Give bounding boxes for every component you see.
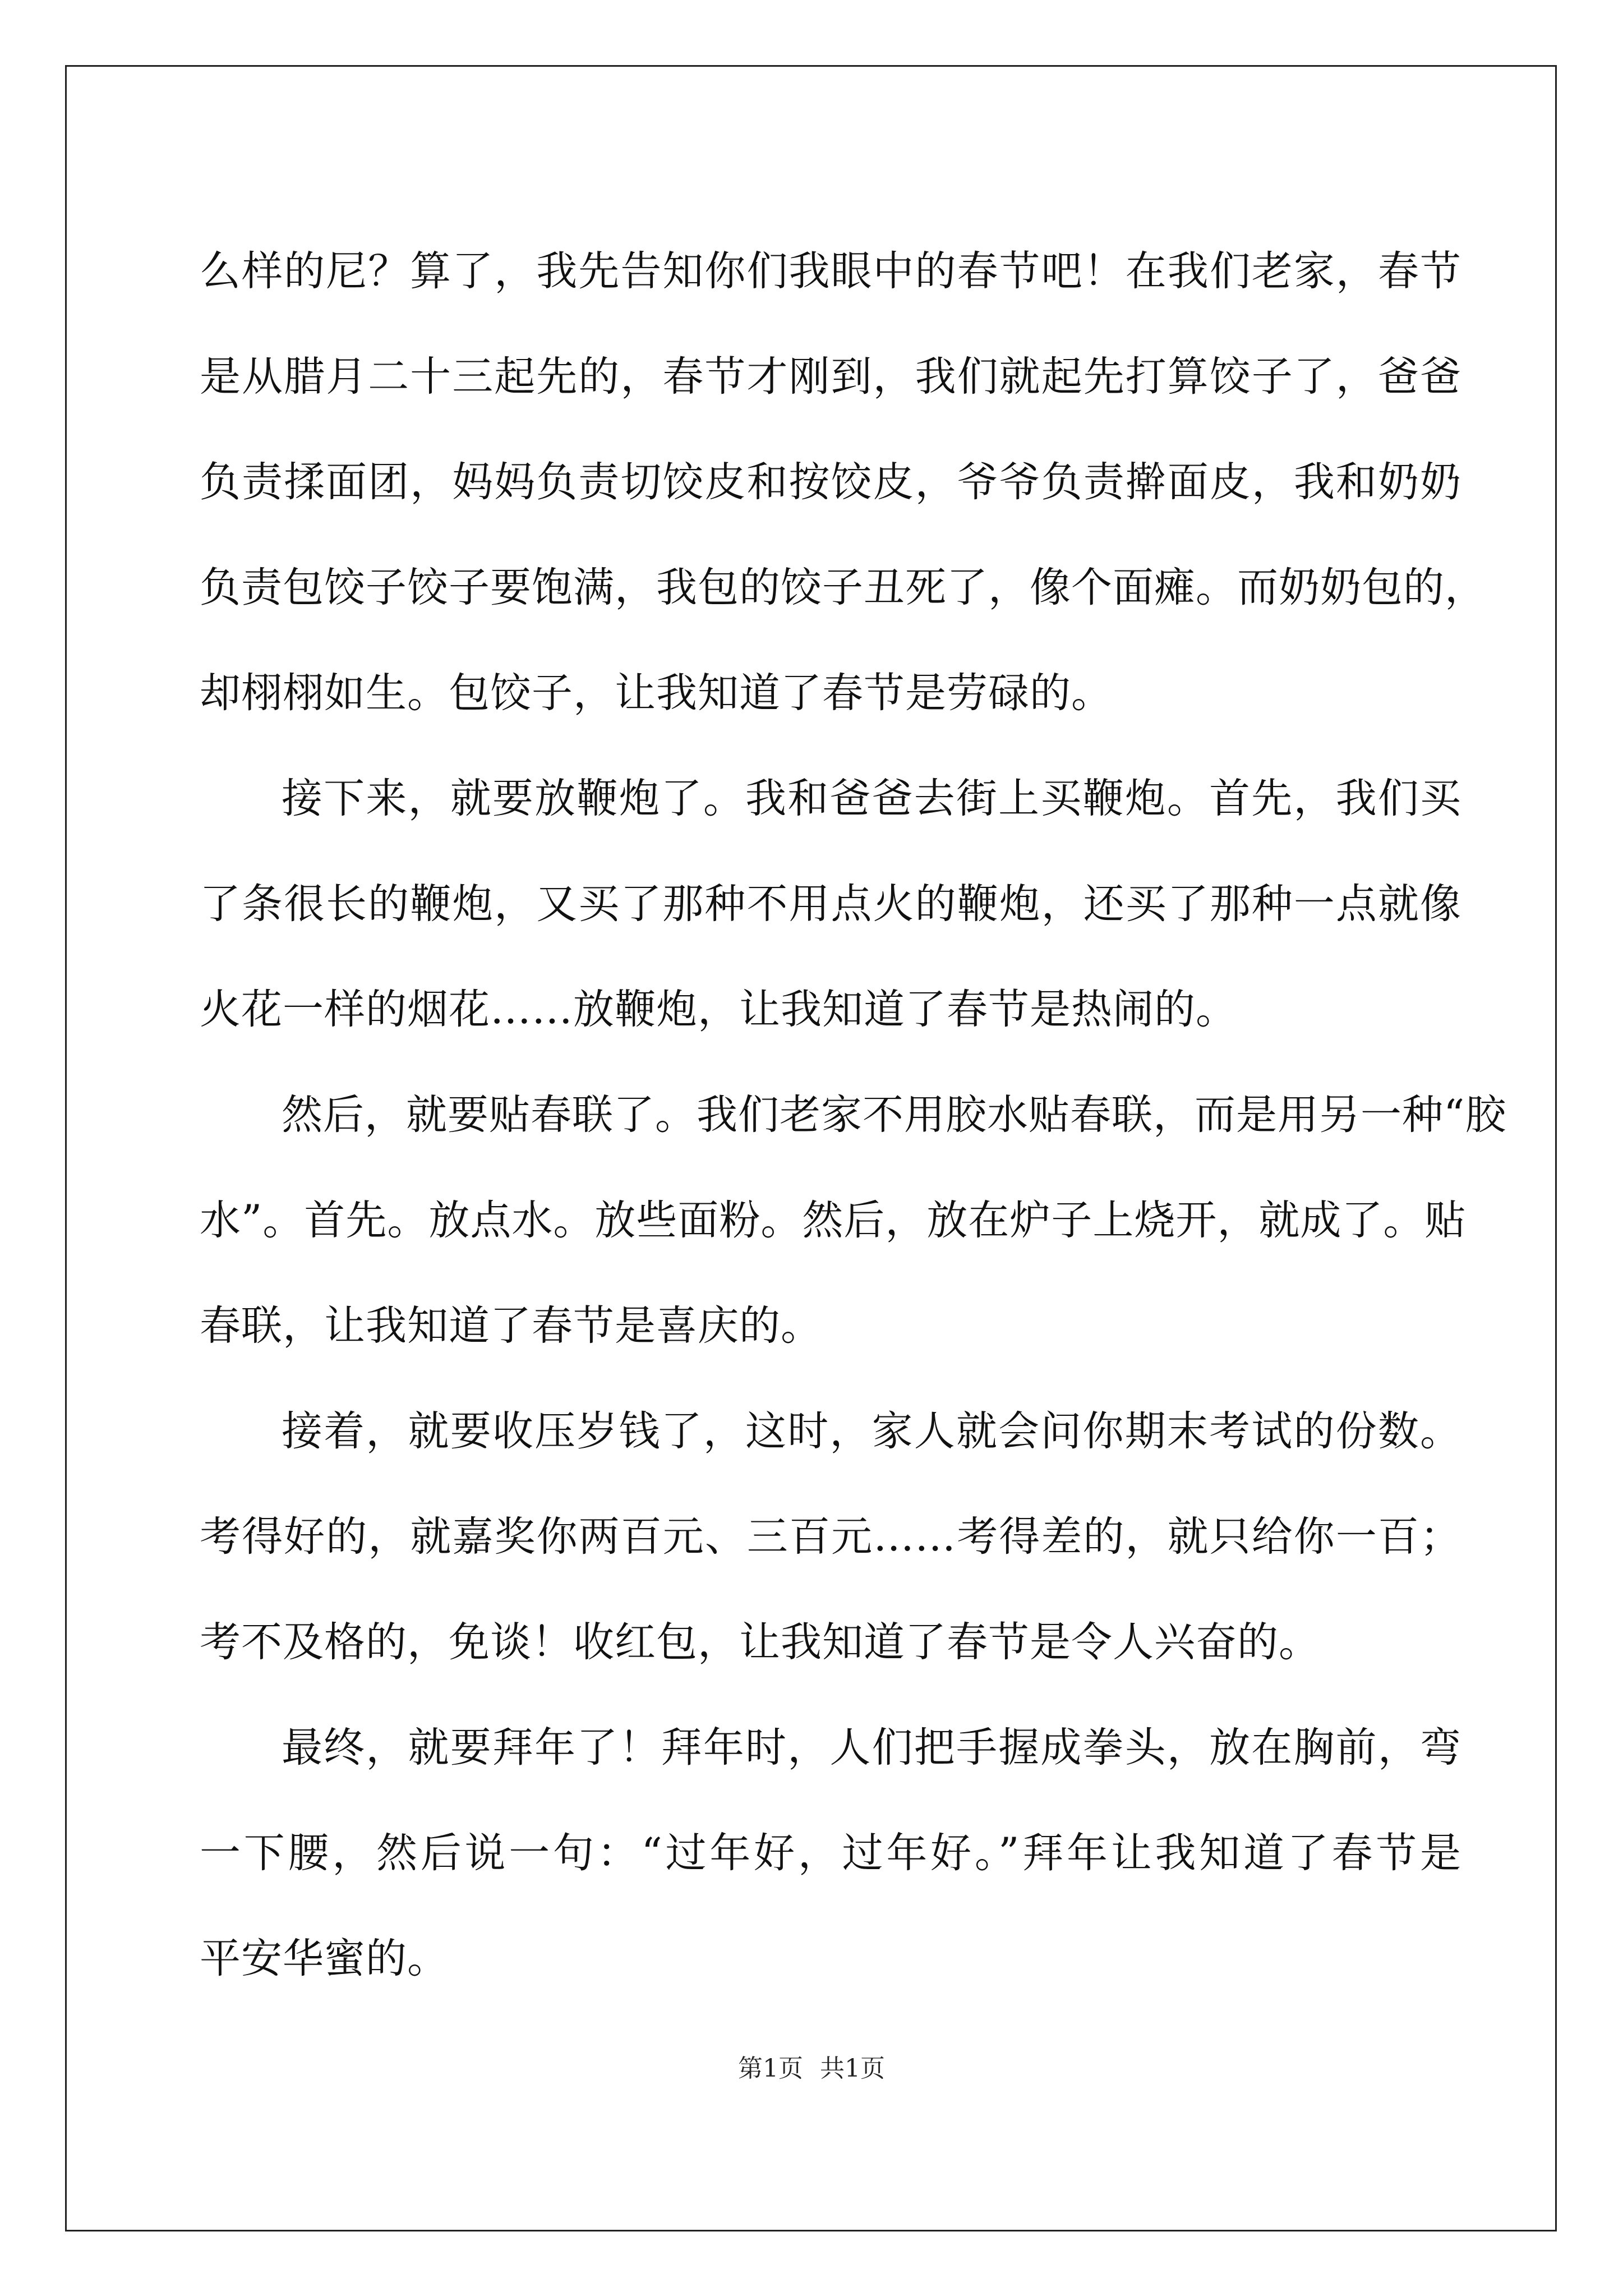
text-line: 水”。首先。放点水。放些面粉。然后，放在炉子上烧开，就成了。贴 xyxy=(200,1197,1467,1244)
text-line: 是从腊月二十三起先的，春节才刚到，我们就起先打算饺子了，爸爸 xyxy=(200,353,1461,401)
page-total: 共1页 xyxy=(820,2054,885,2083)
text-line: 考得好的，就嘉奖你两百元、三百元……考得差的，就只给你一百； xyxy=(200,1513,1461,1561)
page-number: 第1页 xyxy=(738,2054,803,2083)
text-line: 负责揉面团，妈妈负责切饺皮和按饺皮，爷爷负责擀面皮，我和奶奶 xyxy=(200,458,1461,506)
text-line: 接着，就要收压岁钱了，这时，家人就会问你期末考试的份数。 xyxy=(282,1407,1461,1455)
text-line: 却栩栩如生。包饺子，让我知道了春节是劳碌的。 xyxy=(200,669,1113,717)
text-line: 负责包饺子饺子要饱满，我包的饺子丑死了，像个面瘫。而奶奶包的， xyxy=(200,564,1486,611)
text-line: 火花一样的烟花……放鞭炮，让我知道了春节是热闹的。 xyxy=(200,986,1237,1033)
text-line: 平安华蜜的。 xyxy=(200,1935,449,1982)
text-line: 接下来，就要放鞭炮了。我和爸爸去街上买鞭炮。首先，我们买 xyxy=(282,775,1461,822)
text-line: 一下腰，然后说一句：“过年好，过年好。”拜年让我知道了春节是 xyxy=(200,1829,1461,1877)
page-footer xyxy=(0,2052,1623,2086)
text-line: 考不及格的，免谈！收红包，让我知道了春节是令人兴奋的。 xyxy=(200,1618,1320,1666)
text-line: 最终，就要拜年了！拜年时，人们把手握成拳头，放在胸前，弯 xyxy=(282,1724,1461,1772)
text-line: 然后，就要贴春联了。我们老家不用胶水贴春联，而是用另一种“胶 xyxy=(282,1091,1507,1139)
text-line: 了条很长的鞭炮，又买了那种不用点火的鞭炮，还买了那种一点就像 xyxy=(200,880,1461,928)
text-line: 么样的尼？算了，我先告知你们我眼中的春节吧！在我们老家，春节 xyxy=(200,247,1461,295)
text-line: 春联，让我知道了春节是喜庆的。 xyxy=(200,1302,822,1350)
document-body xyxy=(200,219,1507,2012)
